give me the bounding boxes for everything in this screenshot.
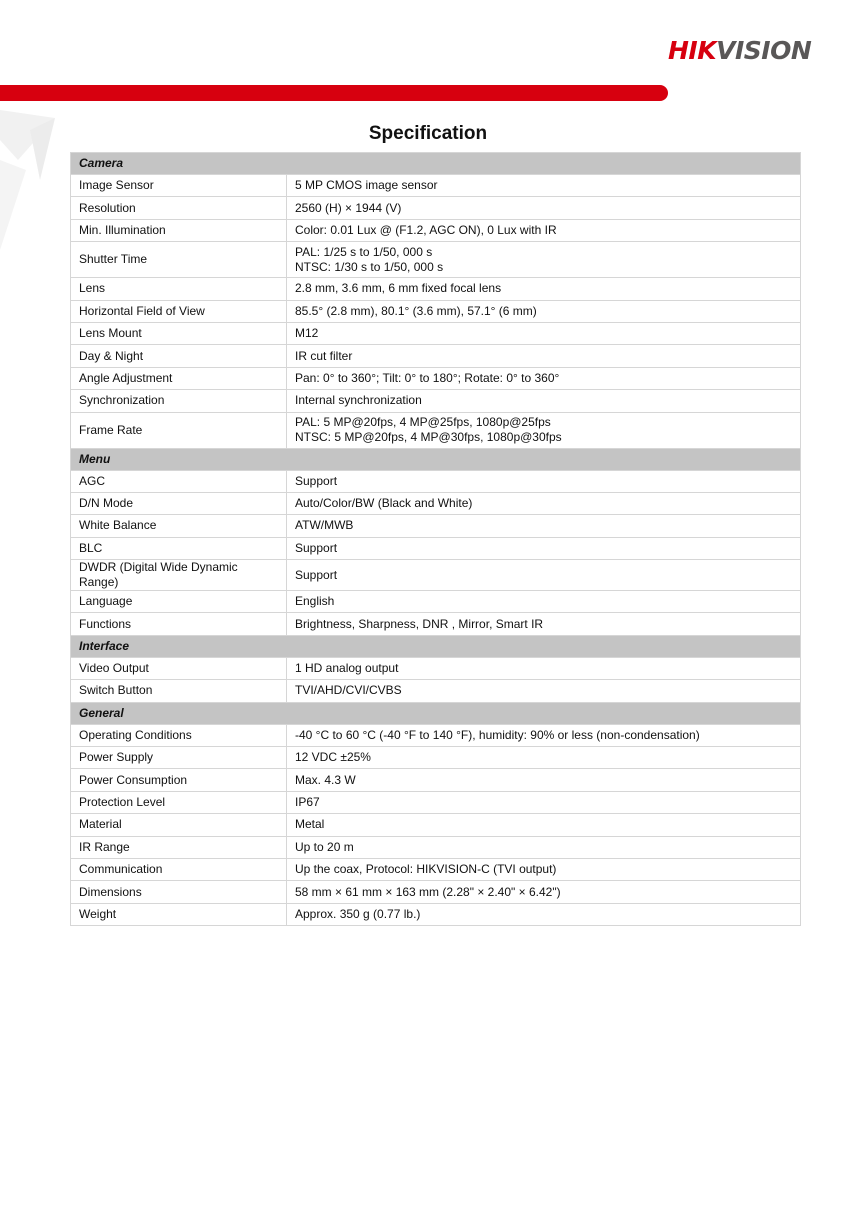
spec-value — [287, 747, 801, 769]
spec-row-power-consumption — [71, 769, 801, 791]
spec-label: Communication — [71, 858, 287, 880]
spec-label: Operating Conditions — [71, 724, 287, 746]
section-header-interface — [71, 635, 801, 657]
spec-value-line: Pan: 0° to 360°; Tilt: 0° to 180°; Rotate: 0° to 360° — [295, 370, 560, 385]
spec-label: Power Supply — [71, 747, 287, 769]
spec-label: D/N Mode — [71, 492, 287, 514]
section-title: Camera — [71, 153, 801, 175]
spec-label: Angle Adjustment — [71, 367, 287, 389]
spec-value — [287, 537, 801, 559]
spec-row-resolution — [71, 197, 801, 219]
spec-label: Power Consumption — [71, 769, 287, 791]
spec-row-communication — [71, 858, 801, 880]
spec-value — [287, 836, 801, 858]
spec-row-shutter-time — [71, 242, 801, 278]
spec-value-line: Max. 4.3 W — [295, 772, 356, 787]
spec-label: BLC — [71, 537, 287, 559]
spec-value-line: Support — [295, 567, 338, 582]
spec-row-day-night — [71, 345, 801, 367]
spec-value-line: English — [295, 594, 335, 609]
spec-value-line: ATW/MWB — [295, 518, 354, 533]
spec-value-line: NTSC: 1/30 s to 1/50, 000 s — [295, 259, 444, 274]
spec-value-line: Support — [295, 473, 338, 488]
spec-label: Lens Mount — [71, 322, 287, 344]
spec-value-line: 12 VDC ±25% — [295, 750, 371, 765]
spec-label: Functions — [71, 613, 287, 635]
spec-value — [287, 322, 801, 344]
spec-value — [287, 345, 801, 367]
logo-red-part: HIK — [668, 36, 717, 65]
spec-value — [287, 769, 801, 791]
spec-label: Resolution — [71, 197, 287, 219]
spec-value — [287, 680, 801, 702]
spec-value-line: Approx. 350 g (0.77 lb.) — [295, 906, 421, 921]
spec-value — [287, 175, 801, 197]
spec-row-dwdr-digital-wide-dynamic-range — [71, 560, 801, 591]
spec-value-line: 1 HD analog output — [295, 661, 399, 676]
spec-label: Synchronization — [71, 390, 287, 412]
spec-value — [287, 492, 801, 514]
spec-value-line: M12 — [295, 326, 319, 341]
spec-value — [287, 591, 801, 613]
spec-row-image-sensor — [71, 175, 801, 197]
spec-row-min-illumination — [71, 219, 801, 241]
spec-value — [287, 515, 801, 537]
spec-value — [287, 219, 801, 241]
spec-row-protection-level — [71, 791, 801, 813]
spec-value-line: Support — [295, 540, 338, 555]
spec-row-angle-adjustment — [71, 367, 801, 389]
specification-table — [70, 152, 801, 926]
spec-value — [287, 470, 801, 492]
section-title: Interface — [71, 635, 801, 657]
spec-row-synchronization — [71, 390, 801, 412]
section-header-menu — [71, 448, 801, 470]
spec-value-line: 85.5° (2.8 mm), 80.1° (3.6 mm), 57.1° (6 mm) — [295, 303, 537, 318]
spec-value-line: 2.8 mm, 3.6 mm, 6 mm fixed focal lens — [295, 281, 502, 296]
spec-row-video-output — [71, 657, 801, 679]
spec-row-lens — [71, 278, 801, 300]
spec-row-blc — [71, 537, 801, 559]
spec-value — [287, 278, 801, 300]
spec-label: Dimensions — [71, 881, 287, 903]
spec-row-lens-mount — [71, 322, 801, 344]
section-title: Menu — [71, 448, 801, 470]
spec-label: Min. Illumination — [71, 219, 287, 241]
spec-row-weight — [71, 903, 801, 925]
hikvision-logo — [668, 36, 833, 66]
spec-row-horizontal-field-of-view — [71, 300, 801, 322]
spec-row-dimensions — [71, 881, 801, 903]
spec-value-line: -40 °C to 60 °C (-40 °F to 140 °F), humidity: 90% or less (non-condensation) — [295, 727, 700, 742]
spec-value — [287, 724, 801, 746]
spec-value-line: PAL: 5 MP@20fps, 4 MP@25fps, 1080p@25fps — [295, 415, 551, 430]
spec-value — [287, 657, 801, 679]
spec-value — [287, 390, 801, 412]
section-header-camera — [71, 153, 801, 175]
spec-label: Shutter Time — [71, 242, 287, 278]
spec-value — [287, 412, 801, 448]
spec-row-functions — [71, 613, 801, 635]
spec-row-frame-rate — [71, 412, 801, 448]
spec-label: White Balance — [71, 515, 287, 537]
spec-value-line: Metal — [295, 817, 325, 832]
spec-value-line: TVI/AHD/CVI/CVBS — [295, 683, 402, 698]
spec-value-line: Auto/Color/BW (Black and White) — [295, 496, 473, 511]
spec-label: DWDR (Digital Wide Dynamic Range) — [71, 560, 287, 591]
spec-value-line: Color: 0.01 Lux @ (F1.2, AGC ON), 0 Lux with IR — [295, 222, 557, 237]
section-title: General — [71, 702, 801, 724]
spec-value — [287, 613, 801, 635]
spec-value — [287, 242, 801, 278]
spec-value — [287, 300, 801, 322]
spec-label: Switch Button — [71, 680, 287, 702]
spec-row-ir-range — [71, 836, 801, 858]
spec-value-line: 58 mm × 61 mm × 163 mm (2.28" × 2.40" × 6.42") — [295, 884, 561, 899]
spec-label: Weight — [71, 903, 287, 925]
spec-row-power-supply — [71, 747, 801, 769]
spec-row-agc — [71, 470, 801, 492]
page-title: Specification — [368, 123, 488, 144]
spec-value-line: 5 MP CMOS image sensor — [295, 178, 438, 193]
spec-value-line: Up the coax, Protocol: HIKVISION-C (TVI output) — [295, 862, 557, 877]
logo-gray-part: VISION — [716, 36, 812, 65]
spec-label: IR Range — [71, 836, 287, 858]
spec-label: Day & Night — [71, 345, 287, 367]
spec-row-switch-button — [71, 680, 801, 702]
spec-value — [287, 881, 801, 903]
specification-table-body — [71, 153, 801, 926]
spec-value — [287, 814, 801, 836]
section-header-general — [71, 702, 801, 724]
spec-row-language — [71, 591, 801, 613]
spec-value — [287, 791, 801, 813]
spec-label: Image Sensor — [71, 175, 287, 197]
spec-row-d-n-mode — [71, 492, 801, 514]
spec-label: Video Output — [71, 657, 287, 679]
spec-label: Material — [71, 814, 287, 836]
spec-value — [287, 197, 801, 219]
spec-value — [287, 560, 801, 591]
spec-value-line: Internal synchronization — [295, 393, 422, 408]
spec-value-line: IP67 — [295, 795, 320, 809]
header-red-bar — [0, 85, 668, 101]
spec-value — [287, 858, 801, 880]
spec-row-material — [71, 814, 801, 836]
spec-value — [287, 367, 801, 389]
spec-label: Protection Level — [71, 791, 287, 813]
spec-value-line: NTSC: 5 MP@20fps, 4 MP@30fps, 1080p@30fps — [295, 430, 562, 445]
spec-row-white-balance — [71, 515, 801, 537]
spec-value-line: Up to 20 m — [295, 839, 354, 854]
spec-label: Horizontal Field of View — [71, 300, 287, 322]
spec-value-line: PAL: 1/25 s to 1/50, 000 s — [295, 244, 433, 259]
spec-label: Lens — [71, 278, 287, 300]
spec-label: AGC — [71, 470, 287, 492]
spec-value-line: IR cut filter — [295, 348, 353, 363]
spec-label: Language — [71, 591, 287, 613]
spec-row-operating-conditions — [71, 724, 801, 746]
spec-label: Frame Rate — [71, 412, 287, 448]
spec-value-line: Brightness, Sharpness, DNR , Mirror, Smart IR — [295, 616, 544, 631]
spec-value — [287, 903, 801, 925]
spec-value-line: 2560 (H) × 1944 (V) — [295, 200, 402, 215]
